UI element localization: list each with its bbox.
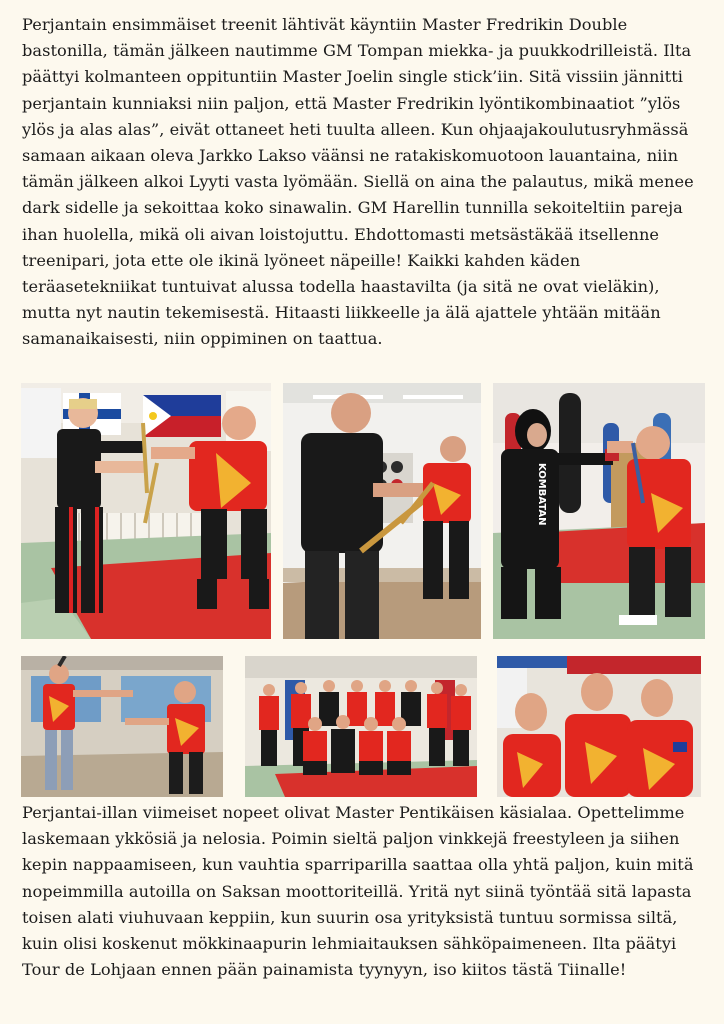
photo-partner-practice [493,383,705,639]
photo-three-men [497,656,701,797]
paragraph-friday-evening: Perjantai-illan viimeiset nopeet olivat Master Pentikäisen käsialaa. Opettelimme laskemaan ykkösiä ja nelosia. Poimin sieltä paljon vinkkejä freestyleen ja siihen kepin nappaamiseen, kun vauhtia sparriparilla saattaa olla yhtä paljon, kuin mitä nopeimmilla autoilla on Saksan moottoriteillä. Yritä nyt siinä työntää sitä lapasta toisen alati viuhuvaan keppiin, kun suurin osa yrityksistä tuntuu sormissa siltä, kuin olisi koskenut mökkinaapurin lehmiaitauksen sähköpaimeneen. Ilta päätyi Tour de Lohjaan ennen pään painamista tyynyyn, iso kiitos tästä Tiinalle! [22,803,694,980]
shirt-print-text: KOMBATAN [536,463,547,526]
photo-sparring-flags [21,383,271,639]
photo-group [245,656,477,797]
paragraph-intro: Perjantain ensimmäiset treenit lähtivät käyntiin Master Fredrikin Double bastonilla, tämän jälkeen nautimme GM Tompan miekka- ja puukkodrilleistä. Ilta päättyi kolmanteen oppituntiin Master Joelin single stick’iin. Sitä vissiin jännitti perjantain kunniaksi niin paljon, että Master Fredrikin lyöntikombinaatiot ”ylös ylös ja alas alas”, eivät ottaneet heti tuulta alleen. Kun ohjaajakoulutusryhmässä samaan aikaan oleva Jarkko Lakso väänsi ne ratakiskomuotoon lauantaina, niin tämän jälkeen alkoi Lyyti vasta lyömään. Siellä on aina the palautus, mikä menee dark sidelle ja sekoittaa koko sinawalin. GM Harellin tunnilla sekoiteltiin pareja ihan huolella, mikä oli aivan loistojuttu. Ehdottomasti metsästäkää itsellenne treenipari, jota ette ole ikinä lyöneet näpeille! Kaikki kahden käden teräasetekniikat tuntuivat alussa todella haastavilta (ja sitä ne ovat vieläkin), mutta nyt nautin tekemisestä. Hitaasti liikkeelle ja älä ajattele yhtään mitään samanaikaisesti, niin oppiminen on taattua. [22,15,694,349]
photo-two-men-red [21,656,223,797]
photo-stick-drill [283,383,481,639]
